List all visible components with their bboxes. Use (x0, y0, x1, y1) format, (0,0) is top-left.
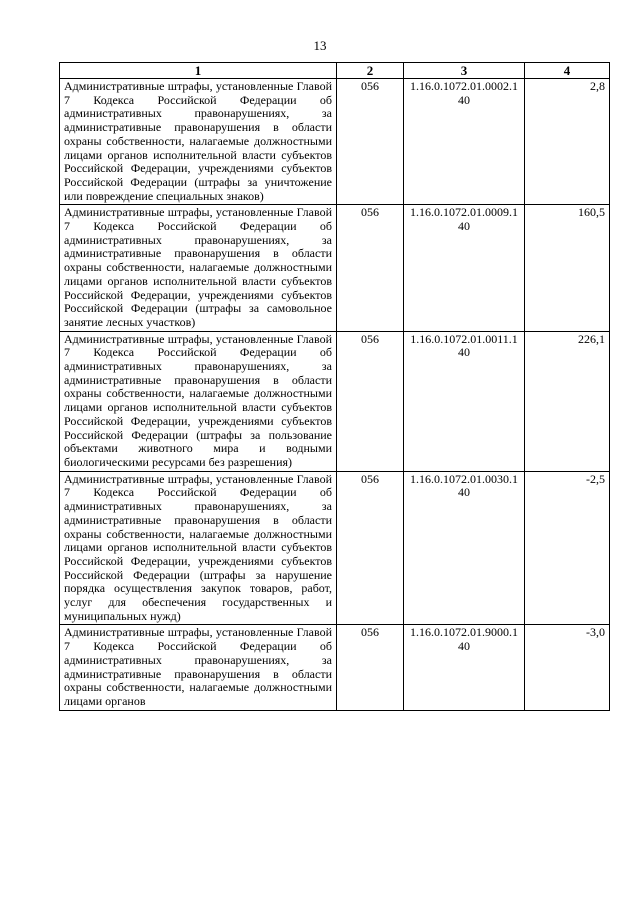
row-admin-code: 056 (337, 79, 404, 205)
row-description: Административные штрафы, установленные Главой 7 Кодекса Российской Федерации об административных правонарушениях, за административные правонарушения в области охраны собственности, налагаемые должностными лицами органов исполнительной власти субъектов Российской Федерации, учреждениями субъектов Российской Федерации (штрафы за уничтожение или повреждение специальных знаков) (60, 79, 337, 205)
row-description: Административные штрафы, установленные Главой 7 Кодекса Российской Федерации об административных правонарушениях, за административные правонарушения в области охраны собственности, налагаемые должностными лицами органов исполнительной власти субъектов Российской Федерации, учреждениями субъектов Российской Федерации (штрафы за самовольное занятие лесных участков) (60, 205, 337, 331)
row-budget-code: 1.16.0.1072.01.0009.140 (404, 205, 525, 331)
column-header-2: 2 (337, 63, 404, 79)
row-amount: -2,5 (525, 471, 610, 625)
page-number: 13 (313, 38, 327, 53)
row-admin-code: 056 (337, 471, 404, 625)
row-description: Административные штрафы, установленные Главой 7 Кодекса Российской Федерации об административных правонарушениях, за административные правонарушения в области охраны собственности, налагаемые должностными лицами органов исполнительной власти субъектов Российской Федерации, учреждениями субъектов Российской Федерации (штрафы за нарушение порядка осуществления закупок товаров, работ, услуг для обеспечения государственных и муниципальных нужд) (60, 471, 337, 625)
row-amount: -3,0 (525, 625, 610, 710)
column-header-1: 1 (60, 63, 337, 79)
row-amount: 2,8 (525, 79, 610, 205)
row-budget-code: 1.16.0.1072.01.9000.140 (404, 625, 525, 710)
column-header-3: 3 (404, 63, 525, 79)
table-row (60, 79, 610, 205)
row-admin-code: 056 (337, 205, 404, 331)
table-row (60, 625, 610, 710)
row-description: Административные штрафы, установленные Главой 7 Кодекса Российской Федерации об административных правонарушениях, за административные правонарушения в области охраны собственности, налагаемые должностными лицами органов исполнительной власти субъектов Российской Федерации, учреждениями субъектов Российской Федерации (штрафы за пользование объектами животного мира и водными биологическими ресурсами без разрешения) (60, 331, 337, 471)
row-amount: 160,5 (525, 205, 610, 331)
row-budget-code: 1.16.0.1072.01.0030.140 (404, 471, 525, 625)
budget-table (59, 62, 610, 711)
row-admin-code: 056 (337, 625, 404, 710)
table-row (60, 471, 610, 625)
row-amount: 226,1 (525, 331, 610, 471)
table-row (60, 205, 610, 331)
column-header-4: 4 (525, 63, 610, 79)
row-description: Административные штрафы, установленные Главой 7 Кодекса Российской Федерации об административных правонарушениях, за административные правонарушения в области охраны собственности, налагаемые должностными лицами органов (60, 625, 337, 710)
table-row (60, 331, 610, 471)
table-header-row (60, 63, 610, 79)
row-admin-code: 056 (337, 331, 404, 471)
row-budget-code: 1.16.0.1072.01.0011.140 (404, 331, 525, 471)
row-budget-code: 1.16.0.1072.01.0002.140 (404, 79, 525, 205)
